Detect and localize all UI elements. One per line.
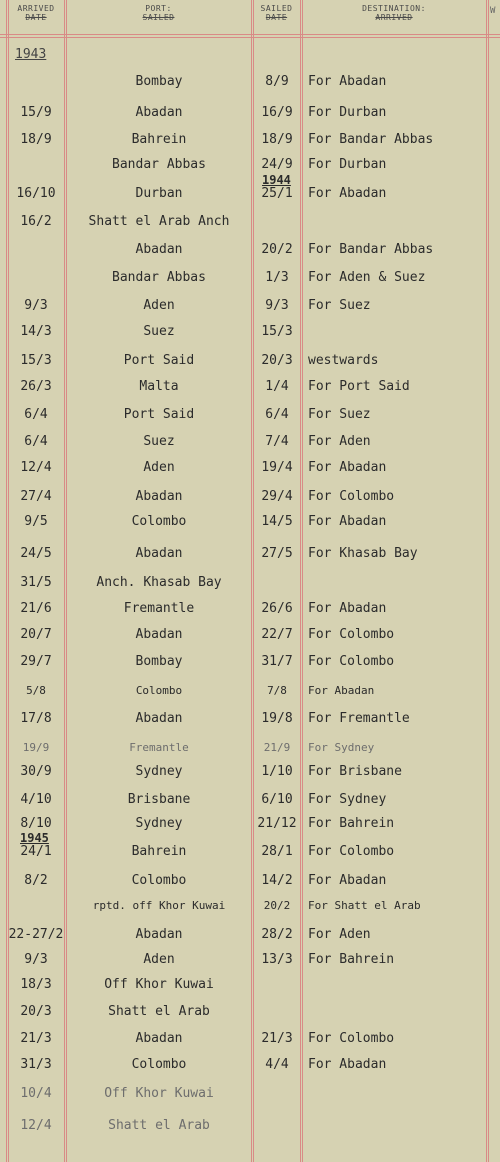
table-row xyxy=(0,1116,500,1136)
arrived-date-cell: 12/4 xyxy=(20,1118,52,1133)
arrived-date-cell: 8/2 xyxy=(24,873,48,888)
sailed-date-cell: 19/4 xyxy=(261,460,293,475)
destination-cell: For Abadan xyxy=(308,460,387,475)
port-cell: Colombo xyxy=(135,684,183,697)
arrived-date-cell: 14/3 xyxy=(20,324,52,339)
arrived-date-cell: 21/6 xyxy=(20,601,52,616)
port-cell: Aden xyxy=(143,298,175,313)
port-cell: Colombo xyxy=(131,514,187,529)
port-cell: Bombay xyxy=(135,654,183,669)
port-cell: Abadan xyxy=(135,546,183,561)
port-cell: Abadan xyxy=(135,242,183,257)
arrived-date-cell: 20/7 xyxy=(20,627,52,642)
arrived-date-cell: 4/10 xyxy=(20,792,52,807)
destination-cell: For Durban xyxy=(308,105,387,120)
destination-cell: For Colombo xyxy=(308,654,395,669)
sailed-date-cell: 20/2 xyxy=(261,242,293,257)
port-cell: Aden xyxy=(143,952,175,967)
destination-cell: For Colombo xyxy=(308,489,395,504)
table-row xyxy=(0,173,500,204)
arrived-date-cell: 5/8 xyxy=(26,684,46,697)
destination-cell: For Sydney xyxy=(308,792,387,807)
destination-cell: For Abadan xyxy=(308,514,387,529)
table-row xyxy=(0,814,500,834)
table-row xyxy=(0,1084,500,1104)
port-cell: Abadan xyxy=(135,1031,183,1046)
sailed-date-cell: 27/5 xyxy=(261,546,293,561)
year-marker: 1945 xyxy=(20,831,49,845)
port-cell: Abadan xyxy=(135,105,183,120)
sailed-date-cell: 13/3 xyxy=(261,952,293,967)
table-row xyxy=(0,925,500,945)
port-cell: Brisbane xyxy=(127,792,191,807)
table-row xyxy=(0,896,500,916)
destination-cell: For Colombo xyxy=(308,1031,395,1046)
arrived-date-cell: 20/3 xyxy=(20,1004,52,1019)
port-cell: Suez xyxy=(143,434,175,449)
table-row xyxy=(0,212,500,232)
table-row xyxy=(0,975,500,995)
port-cell: Sydney xyxy=(135,816,183,831)
arrived-date-cell: 9/3 xyxy=(24,298,48,313)
table-row xyxy=(0,950,500,970)
arrived-date-cell: 8/10 xyxy=(20,816,52,831)
year-heading: 1943 xyxy=(15,47,47,62)
table-row xyxy=(0,351,500,371)
table-row xyxy=(0,405,500,425)
destination-cell: For Brisbane xyxy=(308,764,402,779)
sailed-date-cell: 1/10 xyxy=(261,764,293,779)
port-cell: Abadan xyxy=(135,627,183,642)
destination-cell: For Sydney xyxy=(308,741,375,754)
table-row xyxy=(0,625,500,645)
destination-cell: For Shatt el Arab xyxy=(308,899,421,912)
port-cell: Fremantle xyxy=(123,601,195,616)
port-cell: Abadan xyxy=(135,711,183,726)
sailed-date-cell: 21/3 xyxy=(261,1031,293,1046)
arrived-date-cell: 16/10 xyxy=(16,186,56,201)
destination-cell: For Abadan xyxy=(308,873,387,888)
sailed-date-cell: 31/7 xyxy=(261,654,293,669)
arrived-date-cell: 18/9 xyxy=(20,132,52,147)
table-row xyxy=(0,652,500,672)
port-cell: Abadan xyxy=(135,489,183,504)
port-cell: Anch. Khasab Bay xyxy=(96,575,222,590)
sailed-date-cell: 16/9 xyxy=(261,105,293,120)
arrived-date-cell: 9/5 xyxy=(24,514,48,529)
sailed-date-cell: 20/2 xyxy=(263,899,291,912)
sailed-date-cell: 1/4 xyxy=(265,379,289,394)
port-cell: Off Khor Kuwai xyxy=(104,1086,214,1101)
port-cell: Shatt el Arab xyxy=(108,1004,210,1019)
sailed-date-cell: 14/2 xyxy=(261,873,293,888)
port-cell: Colombo xyxy=(131,1057,187,1072)
sailed-date-cell: 19/8 xyxy=(261,711,293,726)
arrived-date-cell: 24/1 xyxy=(20,844,52,859)
sailed-date-cell: 24/9 xyxy=(261,157,293,172)
year-marker: 1944 xyxy=(262,173,291,187)
rule-horizontal xyxy=(0,37,500,38)
table-row xyxy=(0,240,500,260)
table-row xyxy=(0,1055,500,1075)
port-cell: Abadan xyxy=(135,927,183,942)
sailed-date-cell: 8/9 xyxy=(265,74,289,89)
destination-cell: For Suez xyxy=(308,298,371,313)
port-cell: Suez xyxy=(143,324,175,339)
port-cell: Port Said xyxy=(123,407,195,422)
port-cell: Sydney xyxy=(135,764,183,779)
port-cell: Port Said xyxy=(123,353,195,368)
arrived-date-cell: 17/8 xyxy=(20,711,52,726)
destination-cell: For Port Said xyxy=(308,379,410,394)
arrived-date-cell: 29/7 xyxy=(20,654,52,669)
arrived-date-cell: 6/4 xyxy=(24,407,48,422)
table-row xyxy=(0,155,500,175)
table-row xyxy=(0,831,500,862)
header-arrived-date: ARRIVED DATE xyxy=(17,4,55,22)
destination-cell: For Bandar Abbas xyxy=(308,132,434,147)
destination-cell: For Bahrein xyxy=(308,952,395,967)
sailed-date-cell: 7/8 xyxy=(267,684,287,697)
table-row xyxy=(0,681,500,701)
table-row xyxy=(0,377,500,397)
destination-cell: For Aden xyxy=(308,927,371,942)
table-row xyxy=(0,790,500,810)
sailed-date-cell: 14/5 xyxy=(261,514,293,529)
sailed-date-cell: 21/9 xyxy=(263,741,291,754)
destination-cell: For Bahrein xyxy=(308,816,395,831)
sailed-date-cell: 25/1 xyxy=(261,186,293,201)
arrived-date-cell: 12/4 xyxy=(20,460,52,475)
table-row xyxy=(0,130,500,150)
table-row xyxy=(0,573,500,593)
destination-cell: For Colombo xyxy=(308,627,395,642)
table-row xyxy=(0,322,500,342)
table-row xyxy=(0,871,500,891)
arrived-date-cell: 30/9 xyxy=(20,764,52,779)
port-cell: Shatt el Arab Anch xyxy=(88,214,230,229)
destination-cell: For Abadan xyxy=(308,1057,387,1072)
destination-cell: For Durban xyxy=(308,157,387,172)
header-port-sailed: PORT: SAILED xyxy=(142,4,175,22)
table-row xyxy=(0,709,500,729)
table-row xyxy=(0,512,500,532)
sailed-date-cell: 7/4 xyxy=(265,434,289,449)
port-cell: rptd. off Khor Kuwai xyxy=(92,899,226,912)
port-cell: Bandar Abbas xyxy=(112,270,206,285)
arrived-date-cell: 21/3 xyxy=(20,1031,52,1046)
sailed-date-cell: 20/3 xyxy=(261,353,293,368)
arrived-date-cell: 19/9 xyxy=(22,741,50,754)
arrived-date-cell: 22-27/2 xyxy=(8,927,64,942)
port-cell: Bahrein xyxy=(131,844,187,859)
sailed-date-cell: 18/9 xyxy=(261,132,293,147)
port-cell: Shatt el Arab xyxy=(108,1118,210,1133)
sailed-date-cell: 6/10 xyxy=(261,792,293,807)
sailed-date-cell: 9/3 xyxy=(265,298,289,313)
destination-cell: For Khasab Bay xyxy=(308,546,418,561)
table-row xyxy=(0,487,500,507)
destination-cell: For Colombo xyxy=(308,844,395,859)
arrived-date-cell: 16/2 xyxy=(20,214,52,229)
sailed-date-cell: 22/7 xyxy=(261,627,293,642)
port-cell: Fremantle xyxy=(129,741,189,754)
arrived-date-cell: 26/3 xyxy=(20,379,52,394)
arrived-date-cell: 31/3 xyxy=(20,1057,52,1072)
table-row xyxy=(0,1002,500,1022)
destination-cell: For Abadan xyxy=(308,684,375,697)
port-cell: Bahrein xyxy=(131,132,187,147)
port-cell: Durban xyxy=(135,186,183,201)
header-destination-arrived: DESTINATION: ARRIVED xyxy=(362,4,426,22)
destination-cell: For Bandar Abbas xyxy=(308,242,434,257)
destination-cell: For Aden xyxy=(308,434,371,449)
sailed-date-cell: 4/4 xyxy=(265,1057,289,1072)
table-row xyxy=(0,544,500,564)
port-cell: Colombo xyxy=(131,873,187,888)
rule-horizontal xyxy=(0,34,500,35)
table-row xyxy=(0,599,500,619)
sailed-date-cell: 28/1 xyxy=(261,844,293,859)
table-row xyxy=(0,432,500,452)
destination-cell: For Abadan xyxy=(308,186,387,201)
sailed-date-cell: 21/12 xyxy=(257,816,297,831)
sailed-date-cell: 15/3 xyxy=(261,324,293,339)
table-row xyxy=(0,268,500,288)
destination-cell: For Fremantle xyxy=(308,711,410,726)
arrived-date-cell: 18/3 xyxy=(20,977,52,992)
port-cell: Malta xyxy=(139,379,179,394)
destination-cell: For Abadan xyxy=(308,74,387,89)
destination-cell: For Aden & Suez xyxy=(308,270,426,285)
header-edge-letter: W xyxy=(490,6,496,16)
arrived-date-cell: 15/9 xyxy=(20,105,52,120)
table-row xyxy=(0,103,500,123)
arrived-date-cell: 27/4 xyxy=(20,489,52,504)
sailed-date-cell: 29/4 xyxy=(261,489,293,504)
arrived-date-cell: 24/5 xyxy=(20,546,52,561)
destination-cell: For Abadan xyxy=(308,601,387,616)
header-sailed-date: SAILED DATE xyxy=(260,4,293,22)
table-row xyxy=(0,72,500,92)
port-cell: Bandar Abbas xyxy=(112,157,206,172)
sailed-date-cell: 26/6 xyxy=(261,601,293,616)
destination-cell: For Suez xyxy=(308,407,371,422)
destination-cell: westwards xyxy=(308,353,379,368)
table-row xyxy=(0,458,500,478)
arrived-date-cell: 6/4 xyxy=(24,434,48,449)
arrived-date-cell: 31/5 xyxy=(20,575,52,590)
table-row xyxy=(0,738,500,758)
sailed-date-cell: 28/2 xyxy=(261,927,293,942)
port-cell: Off Khor Kuwai xyxy=(104,977,214,992)
table-row xyxy=(0,762,500,782)
arrived-date-cell: 15/3 xyxy=(20,353,52,368)
arrived-date-cell: 10/4 xyxy=(20,1086,52,1101)
sailed-date-cell: 6/4 xyxy=(265,407,289,422)
arrived-date-cell: 9/3 xyxy=(24,952,48,967)
table-row xyxy=(0,1029,500,1049)
port-cell: Aden xyxy=(143,460,175,475)
table-row xyxy=(0,296,500,316)
port-cell: Bombay xyxy=(135,74,183,89)
sailed-date-cell: 1/3 xyxy=(265,270,289,285)
